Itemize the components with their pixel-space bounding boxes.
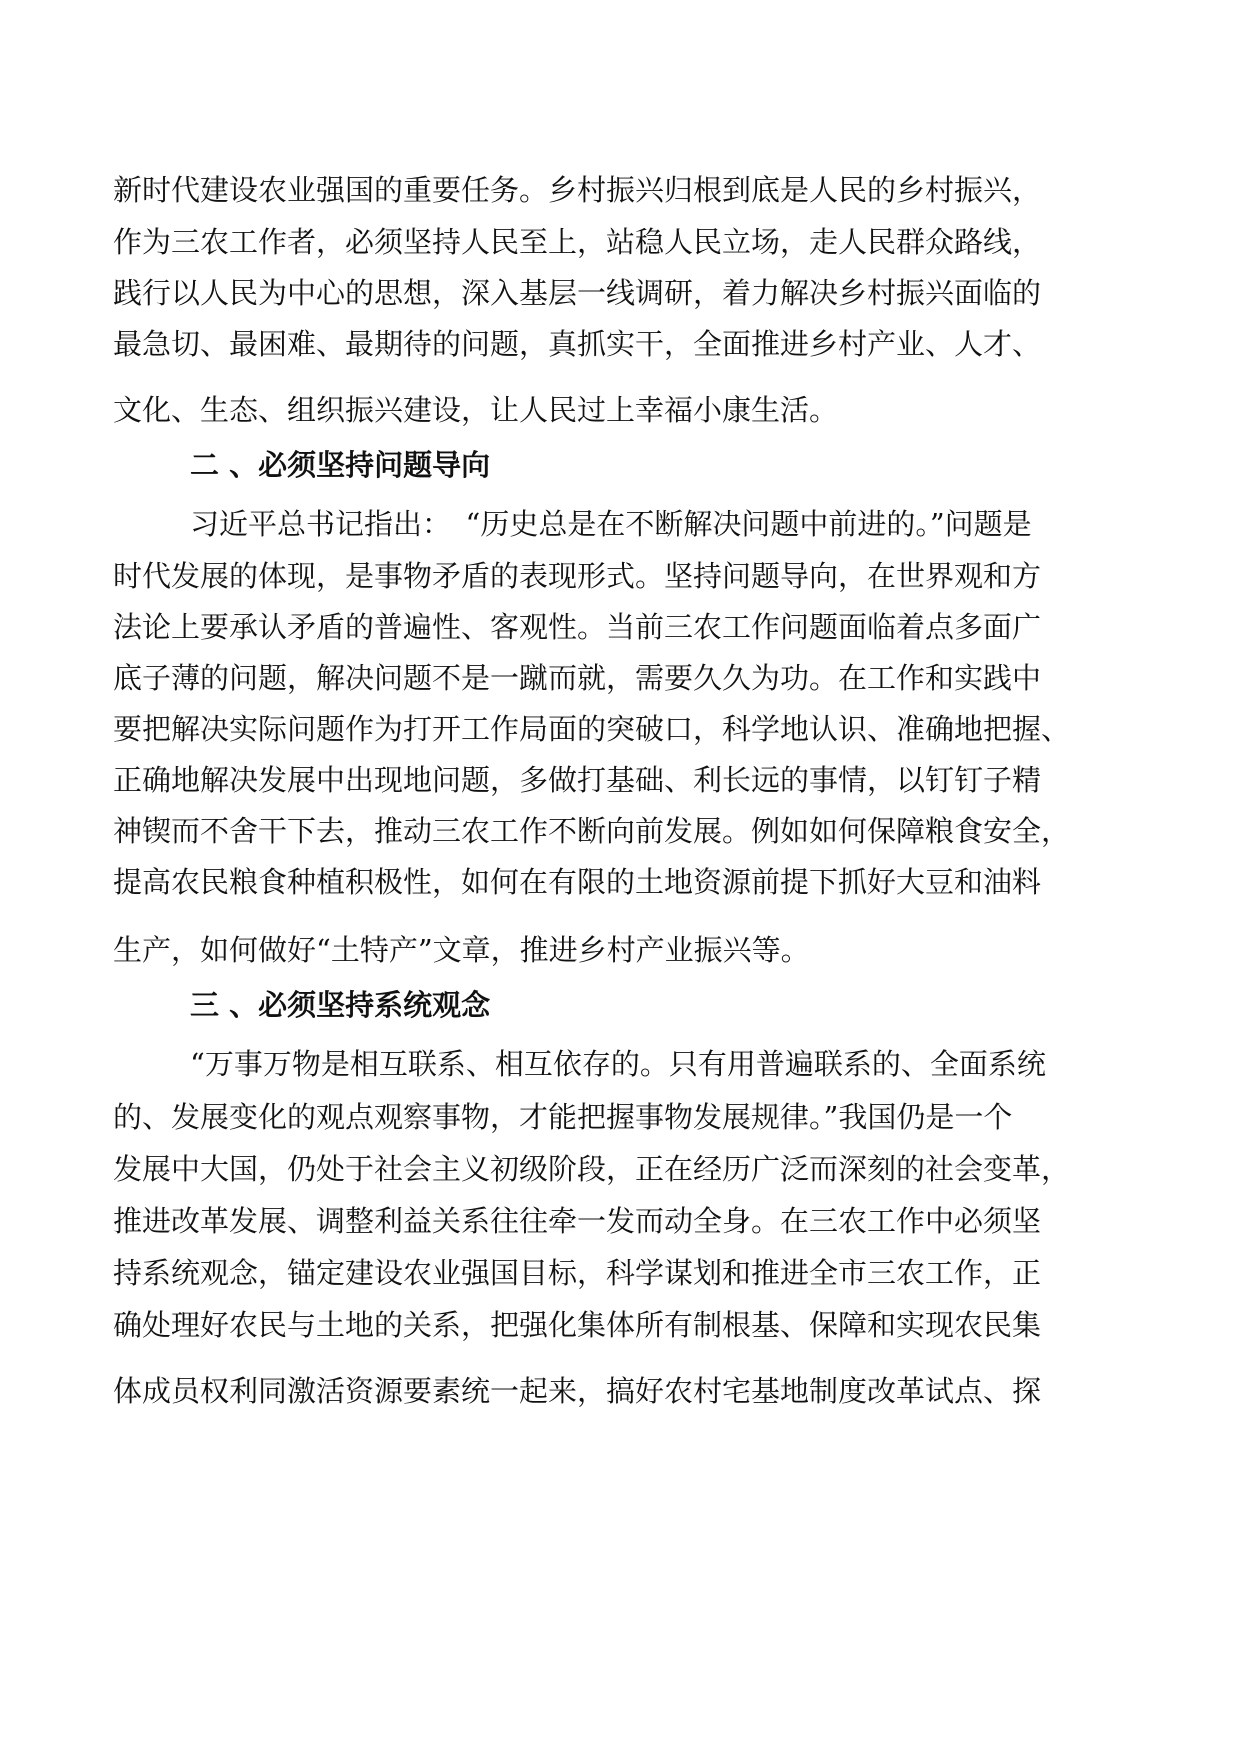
paragraph-3-line-5: 持系统观念，锚定建设农业强国目标，科学谋划和推进全市三农工作，正 [113, 1256, 1042, 1290]
paragraph-2-line-6: 正确地解决发展中出现地问题，多做打基础、利长远的事情，以钉钉子精 [113, 763, 1042, 797]
paragraph-3-line-3: 发展中大国，仍处于社会主义初级阶段，正在经历广泛而深刻的社会变革， [113, 1152, 1071, 1186]
paragraph-1-line-2: 作为三农工作者，必须坚持人民至上，站稳人民立场，走人民群众路线， [113, 225, 1042, 259]
paragraph-3-line-2: 的、发展变化的观点观察事物，才能把握事物发展规律。”我国仍是一个 [113, 1100, 1013, 1134]
paragraph-2-line-1: 习近平总书记指出： “历史总是在不断解决问题中前进的。”问题是 [190, 507, 1032, 541]
paragraph-3-line-7: 体成员权利同激活资源要素统一起来，搞好农村宅基地制度改革试点、探 [113, 1374, 1042, 1408]
section-heading-2: 二 、必须坚持问题导向 [190, 448, 491, 482]
paragraph-2-line-3: 法论上要承认矛盾的普遍性、客观性。当前三农工作问题面临着点多面广 [113, 610, 1042, 644]
paragraph-2-line-2: 时代发展的体现，是事物矛盾的表现形式。坚持问题导向，在世界观和方 [113, 559, 1042, 593]
paragraph-3-line-6: 确处理好农民与土地的关系，把强化集体所有制根基、保障和实现农民集 [113, 1308, 1042, 1342]
paragraph-2-line-5: 要把解决实际问题作为打开工作局面的突破口，科学地认识、准确地把握、 [113, 712, 1071, 746]
paragraph-1-line-3: 践行以人民为中心的思想，深入基层一线调研，着力解决乡村振兴面临的 [113, 276, 1042, 310]
paragraph-2-line-9: 生产，如何做好“土特产”文章，推进乡村产业振兴等。 [113, 933, 810, 967]
paragraph-2-line-4: 底子薄的问题，解决问题不是一蹴而就，需要久久为功。在工作和实践中 [113, 661, 1042, 695]
paragraph-3-line-4: 推进改革发展、调整利益关系往往牵一发而动全身。在三农工作中必须坚 [113, 1204, 1042, 1238]
paragraph-2-line-7: 神锲而不舍干下去，推动三农工作不断向前发展。例如如何保障粮食安全， [113, 814, 1071, 848]
paragraph-1-line-4: 最急切、最困难、最期待的问题，真抓实干，全面推进乡村产业、人才、 [113, 327, 1042, 361]
paragraph-2-line-8: 提高农民粮食种植积极性，如何在有限的土地资源前提下抓好大豆和油料 [113, 865, 1042, 899]
section-heading-3: 三 、必须坚持系统观念 [190, 988, 491, 1022]
paragraph-1-line-5: 文化、生态、组织振兴建设，让人民过上幸福小康生活。 [113, 393, 839, 427]
paragraph-1-line-1: 新时代建设农业强国的重要任务。乡村振兴归根到底是人民的乡村振兴， [113, 173, 1042, 207]
paragraph-3-line-1: “万事万物是相互联系、相互依存的。只有用普遍联系的、全面系统 [190, 1047, 1046, 1081]
